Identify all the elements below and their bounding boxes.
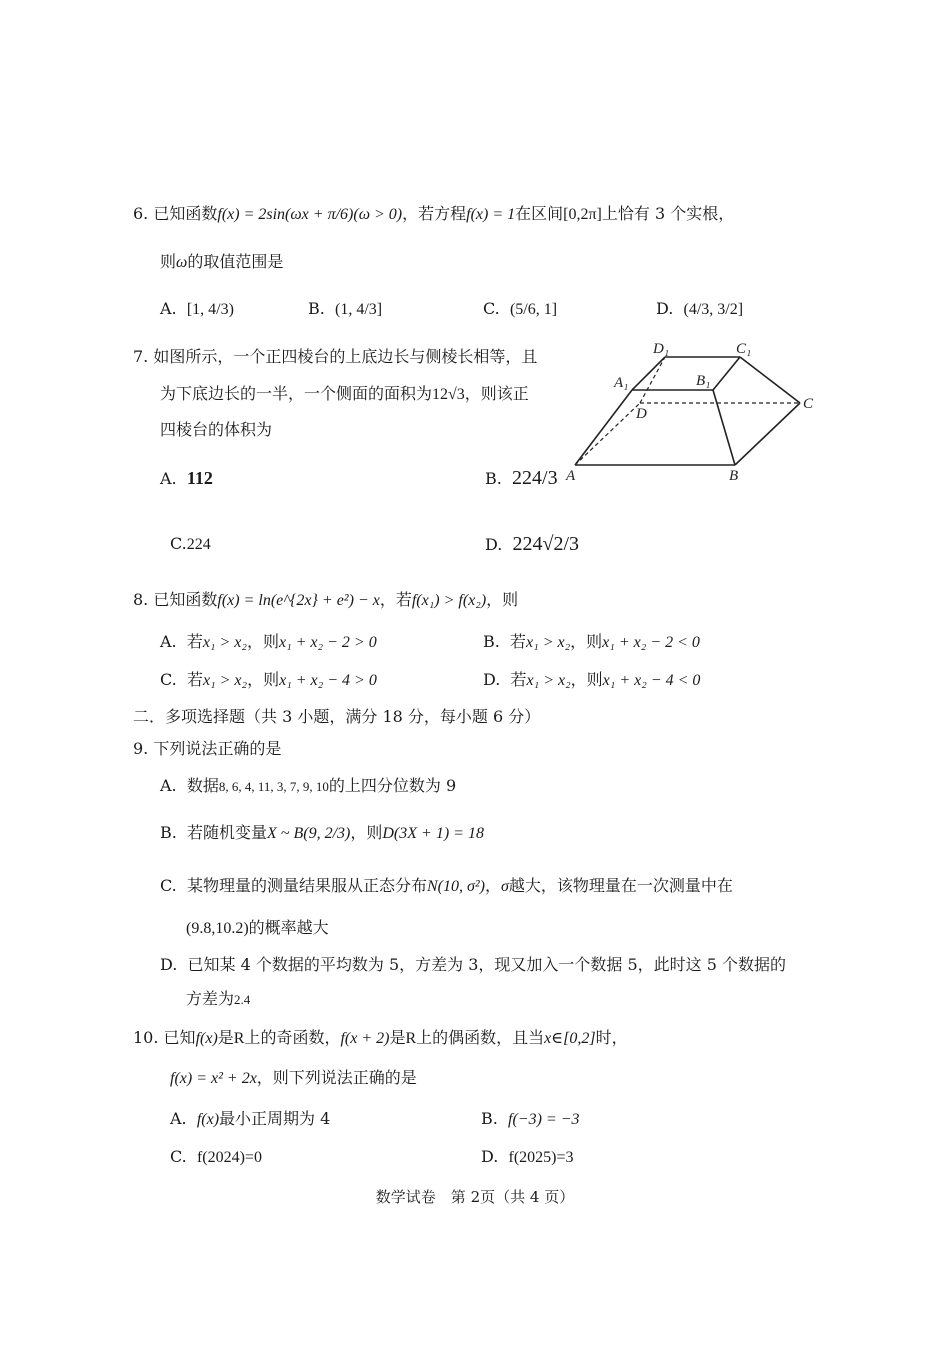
option-label: A. xyxy=(160,299,177,318)
label-A: A xyxy=(566,468,576,484)
q7-option-c xyxy=(170,533,211,556)
math-f-shift: f(x + 2) xyxy=(340,1030,390,1047)
text: ，则 xyxy=(246,632,279,651)
text: 若 xyxy=(510,632,527,651)
option-math: f(−3) = −3 xyxy=(508,1111,580,1128)
text: 已知函数 xyxy=(153,204,218,223)
math-condition: x₁ > x₂ xyxy=(202,672,248,689)
q7-option-b xyxy=(485,467,558,490)
q6-option-a xyxy=(160,298,234,321)
label-C1: C₁ xyxy=(736,341,752,357)
text: 在区间 xyxy=(515,204,564,223)
option-label: A. xyxy=(170,1109,187,1128)
math-interval: [0,2π] xyxy=(563,206,602,223)
option-value: (5/6, 1] xyxy=(509,301,558,318)
q9-option-d-line2 xyxy=(186,988,250,1011)
option-label: C. xyxy=(170,534,187,553)
q9-option-c-line1 xyxy=(160,875,733,898)
text: 是 xyxy=(389,1028,406,1047)
option-value: (1, 4/3] xyxy=(335,301,383,318)
q9-stem xyxy=(133,738,281,760)
option-value: 224/3 xyxy=(512,467,558,489)
text: 若 xyxy=(186,632,203,651)
math-value: 2.4 xyxy=(234,992,251,1007)
q9-option-b xyxy=(160,822,484,845)
math-condition: x₁ > x₂ xyxy=(526,634,571,651)
option-label: C. xyxy=(160,670,177,689)
math-sigma: σ xyxy=(500,878,509,895)
q8-option-c xyxy=(160,669,377,692)
text: 的概率越大 xyxy=(248,918,329,937)
math-R: R xyxy=(405,1030,417,1047)
question-number: 10. xyxy=(133,1028,159,1047)
question-number: 9. xyxy=(133,739,149,758)
q10-option-c xyxy=(170,1146,262,1169)
edge-AA1 xyxy=(575,390,632,465)
text: 若 xyxy=(186,670,203,689)
text: 上的偶函数，且当 xyxy=(416,1028,545,1047)
label-B1: B₁ xyxy=(696,373,711,389)
option-text: f(2025)=3 xyxy=(508,1149,574,1166)
text: 数据 xyxy=(186,776,219,795)
q10-line1 xyxy=(133,1027,628,1050)
option-label: D. xyxy=(656,299,674,318)
option-value: 224√2/3 xyxy=(512,533,580,555)
text: ，则 xyxy=(486,590,519,609)
q6-line1 xyxy=(133,203,734,226)
math-R: R xyxy=(233,1030,245,1047)
option-label: B. xyxy=(481,1109,498,1128)
q6-option-d xyxy=(656,298,743,321)
text: ，则 xyxy=(570,670,603,689)
option-label: D. xyxy=(160,955,178,974)
frustum-figure xyxy=(560,335,830,485)
math-result: x₁ + x₂ − 2 > 0 xyxy=(278,634,377,651)
option-label: A. xyxy=(160,632,177,651)
option-label: C. xyxy=(170,1147,187,1166)
math-f: f(x) xyxy=(195,1030,218,1047)
text: 则 xyxy=(160,252,177,271)
text: ，则 xyxy=(570,632,603,651)
page-footer: 数学试卷 第 2页（共 4 页） xyxy=(375,1188,575,1206)
text: 时， xyxy=(595,1028,628,1047)
q8-option-d xyxy=(483,669,700,692)
q8-option-b xyxy=(483,631,700,654)
option-label: B. xyxy=(160,823,177,842)
text: 已知某 4 个数据的平均数为 5，方差为 3，现又加入一个数据 5，此时这 5 个数据的 xyxy=(187,955,787,974)
q9-option-a xyxy=(160,775,456,798)
q10-option-a xyxy=(170,1108,330,1131)
math-equation: f(x) = 1 xyxy=(466,206,516,223)
math-definition: f(x) = x² + 2x xyxy=(170,1070,257,1087)
q10-option-b xyxy=(481,1108,580,1131)
text: 是 xyxy=(217,1028,234,1047)
option-label: B. xyxy=(485,469,502,488)
q6-line2 xyxy=(160,251,283,274)
question-number: 7. xyxy=(133,347,149,366)
edge-C1C xyxy=(740,357,800,403)
option-label: B. xyxy=(483,632,500,651)
option-value: [1, 4/3) xyxy=(186,301,234,318)
math-result: x₁ + x₂ − 4 < 0 xyxy=(602,672,701,689)
option-label: D. xyxy=(483,670,501,689)
math-omega: ω xyxy=(176,254,188,271)
q7-option-a xyxy=(160,467,213,490)
option-label: C. xyxy=(483,299,500,318)
text: 越大，该物理量在一次测量中在 xyxy=(508,876,733,895)
math-data: 8, 6, 4, 11, 3, 7, 9, 10 xyxy=(218,779,329,794)
text: 方差为 xyxy=(186,989,235,1008)
text: 四棱台的体积为 xyxy=(160,420,273,439)
math-interval: (9.8,10.2) xyxy=(186,920,249,937)
text: ，则 xyxy=(350,823,383,842)
math-area: 12√3 xyxy=(432,386,465,403)
question-number: 6. xyxy=(133,204,149,223)
option-label: B. xyxy=(308,299,325,318)
math-condition: x₁ > x₂ xyxy=(526,672,571,689)
label-A1: A₁ xyxy=(614,375,629,391)
text: 若 xyxy=(510,670,527,689)
edge-B1B xyxy=(713,390,735,465)
q8-line1 xyxy=(133,589,518,612)
math-condition: x∈[0,2] xyxy=(544,1030,596,1047)
edge-B1C1 xyxy=(713,357,740,390)
edge-A1D1 xyxy=(632,357,665,390)
text: 为下底边长的一半，一个侧面的面积为 xyxy=(160,384,433,403)
text: 的取值范围是 xyxy=(187,252,284,271)
option-label: D. xyxy=(485,535,503,554)
label-D1: D₁ xyxy=(653,341,670,357)
q7-line3 xyxy=(160,419,272,441)
text: 下列说法正确的是 xyxy=(153,739,282,758)
text: ，若方程 xyxy=(402,204,467,223)
q7-line2 xyxy=(160,383,529,406)
option-value: (4/3, 3/2] xyxy=(683,301,744,318)
q10-option-d xyxy=(481,1146,574,1169)
q7-line1 xyxy=(133,346,537,368)
option-label: D. xyxy=(481,1147,499,1166)
text: 的上四分位数为 9 xyxy=(328,776,457,795)
section-heading: 二．多项选择题（共 3 小题，满分 18 分，每小题 6 分） xyxy=(133,707,541,726)
option-math: f(x) xyxy=(196,1111,220,1128)
text: ， xyxy=(484,876,501,895)
option-label: C. xyxy=(160,876,177,895)
text: ，若 xyxy=(379,590,412,609)
option-text: 最小正周期为 4 xyxy=(219,1109,331,1128)
label-B: B xyxy=(729,468,739,484)
text: 某物理量的测量结果服从正态分布 xyxy=(186,876,427,895)
q9-option-d-line1 xyxy=(160,954,786,976)
label-D: D xyxy=(636,406,647,422)
hidden-edge-AD xyxy=(575,403,640,465)
text: 上的奇函数， xyxy=(244,1028,341,1047)
text: 已知 xyxy=(163,1028,196,1047)
math-function: f(x) = 2sin(ωx + π/6)(ω > 0) xyxy=(217,206,403,223)
q6-option-c xyxy=(483,298,557,321)
text: 若随机变量 xyxy=(187,823,268,842)
text: ，则该正 xyxy=(464,384,529,403)
question-number: 8. xyxy=(133,590,149,609)
math-result: x₁ + x₂ − 4 > 0 xyxy=(279,672,377,689)
text: 已知函数 xyxy=(153,590,218,609)
option-value: 112 xyxy=(186,468,213,488)
math-condition: f(x₁) > f(x₂) xyxy=(411,592,487,609)
q8-option-a xyxy=(160,631,377,654)
q6-option-b xyxy=(308,298,382,321)
math-distribution: X ~ B(9, 2/3) xyxy=(267,825,351,842)
text: ，则 xyxy=(247,670,280,689)
q9-option-c-line2 xyxy=(186,917,329,940)
q7-option-d xyxy=(485,533,579,556)
option-label: A. xyxy=(160,776,177,795)
math-result: D(3X + 1) = 18 xyxy=(382,825,484,842)
text: 上恰有 3 个实根， xyxy=(601,204,735,223)
text: ，则下列说法正确的是 xyxy=(256,1068,417,1087)
math-result: x₁ + x₂ − 2 < 0 xyxy=(602,634,700,651)
option-text: f(2024)=0 xyxy=(196,1149,262,1166)
q10-line2 xyxy=(170,1067,417,1090)
hidden-edge-DD1 xyxy=(640,357,665,403)
text: 如图所示，一个正四棱台的上底边长与侧棱长相等，且 xyxy=(153,347,538,366)
math-function: f(x) = ln(e^{2x} + e²) − x xyxy=(217,592,380,609)
math-condition: x₁ > x₂ xyxy=(202,634,247,651)
math-distribution: N(10, σ²) xyxy=(426,878,485,895)
option-label: A. xyxy=(160,469,177,488)
option-value: 224 xyxy=(186,536,211,553)
edge-BC xyxy=(735,403,800,465)
label-C: C xyxy=(803,396,814,412)
